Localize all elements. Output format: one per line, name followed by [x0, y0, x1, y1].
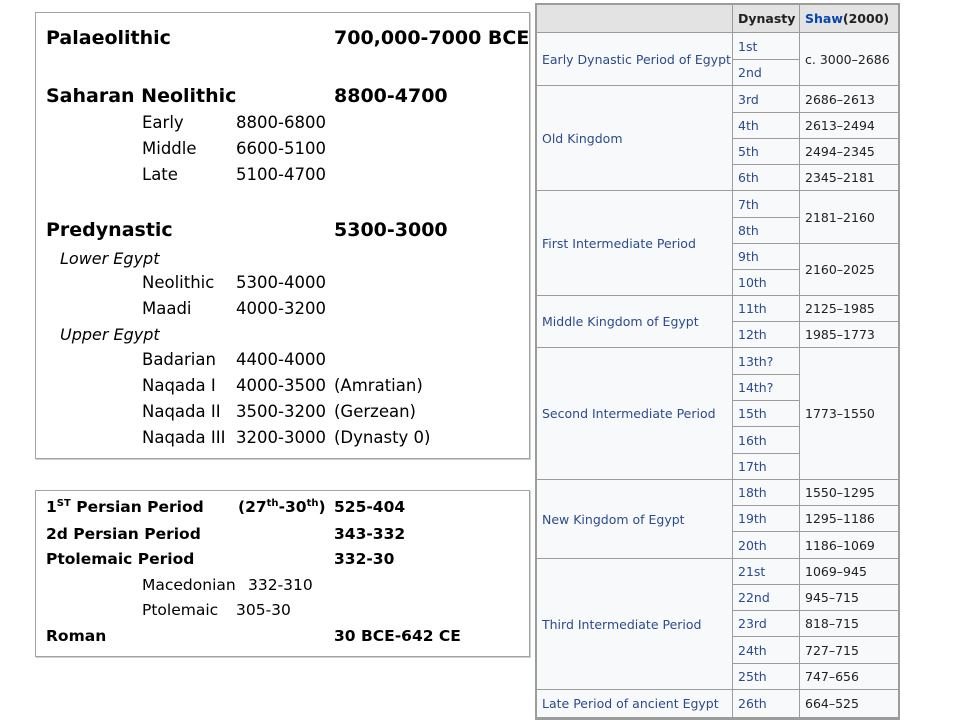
dynasty-cell[interactable]: 7th — [733, 191, 799, 217]
phase-name: Late — [142, 165, 178, 184]
era-date: 8800-4700 — [334, 85, 448, 107]
subperiod-date: 332-310 — [248, 576, 313, 594]
date-cell: 945–715 — [800, 585, 898, 610]
phase-name: Early — [142, 113, 184, 132]
phase-date: 8800-6800 — [236, 113, 326, 132]
table-header-dynasty: Dynasty — [733, 5, 799, 32]
culture-name: Neolithic — [142, 273, 215, 292]
date-cell: 2160–2025 — [800, 244, 898, 295]
date-cell: 2125–1985 — [800, 296, 898, 321]
dynasty-cell[interactable]: 20th — [733, 532, 799, 558]
dynasty-cell[interactable]: 8th — [733, 218, 799, 243]
dynasty-cell[interactable]: 18th — [733, 480, 799, 505]
subperiod-date: 305-30 — [236, 601, 291, 619]
dynasty-cell[interactable]: 15th — [733, 401, 799, 426]
period-name — [46, 498, 204, 516]
dynasty-cell[interactable]: 2nd — [733, 60, 799, 85]
dynasty-cell[interactable]: 26th — [733, 690, 799, 717]
prehistoric-chronology-box — [35, 12, 530, 459]
period-date: 525-404 — [334, 498, 406, 516]
dynasty-cell[interactable]: 23rd — [733, 611, 799, 636]
period-cell[interactable]: New Kingdom of Egypt — [537, 480, 732, 558]
period-date: 332-30 — [334, 550, 395, 568]
dyn-start: (27 — [238, 498, 267, 517]
dyn-close: ) — [318, 498, 326, 517]
dynasty-table — [535, 3, 900, 720]
period-label: Persian Period — [70, 498, 204, 517]
ordinal-number: 1 — [46, 498, 57, 517]
era-date: 700,000-7000 BCE — [334, 27, 530, 49]
date-cell: 2686–2613 — [800, 86, 898, 112]
dynasty-cell[interactable]: 19th — [733, 506, 799, 531]
dynasty-cell[interactable]: 14th? — [733, 375, 799, 400]
dynasty-cell[interactable]: 16th — [733, 427, 799, 453]
culture-name: Naqada II — [142, 402, 221, 421]
dynasty-cell[interactable]: 5th — [733, 139, 799, 164]
phase-date: 5100-4700 — [236, 165, 326, 184]
ordinal-suffix: ST — [56, 498, 71, 509]
region-label: Upper Egypt — [60, 325, 160, 344]
late-periods-box — [35, 490, 530, 657]
date-cell: 1069–945 — [800, 559, 898, 584]
period-cell[interactable]: Third Intermediate Period — [537, 559, 732, 689]
culture-note: (Dynasty 0) — [334, 428, 431, 447]
date-cell: 1550–1295 — [800, 480, 898, 505]
dynasty-cell[interactable]: 12th — [733, 322, 799, 347]
dynasty-cell[interactable]: 24th — [733, 637, 799, 663]
date-cell: 664–525 — [800, 690, 898, 717]
date-cell: 2181–2160 — [800, 191, 898, 243]
period-date: 343-332 — [334, 525, 406, 543]
dyn-suffix: th — [306, 498, 319, 509]
dynasty-cell[interactable]: 6th — [733, 165, 799, 190]
dynasty-cell[interactable]: 1st — [733, 33, 799, 59]
dynasty-cell[interactable]: 3rd — [733, 86, 799, 112]
dynasty-cell[interactable]: 17th — [733, 454, 799, 479]
region-label: Lower Egypt — [60, 249, 160, 268]
date-cell: 2494–2345 — [800, 139, 898, 164]
culture-date: 3200-3000 — [236, 428, 326, 447]
subperiod-name: Macedonian — [142, 576, 236, 594]
date-cell: 2345–2181 — [800, 165, 898, 190]
period-cell[interactable]: Second Intermediate Period — [537, 348, 732, 479]
date-cell: c. 3000–2686 — [800, 33, 898, 85]
period-name: Ptolemaic Period — [46, 550, 195, 568]
culture-name: Maadi — [142, 299, 192, 318]
culture-name: Naqada I — [142, 376, 216, 395]
dynasty-cell[interactable]: 13th? — [733, 348, 799, 374]
culture-date: 4000-3200 — [236, 299, 326, 318]
phase-date: 6600-5100 — [236, 139, 326, 158]
period-name: Roman — [46, 627, 107, 645]
culture-date: 4400-4000 — [236, 350, 326, 369]
date-cell: 727–715 — [800, 637, 898, 663]
period-dynasties — [238, 498, 326, 516]
dynasty-cell[interactable]: 22nd — [733, 585, 799, 610]
table-header-blank — [537, 5, 732, 32]
dynasty-cell[interactable]: 11th — [733, 296, 799, 321]
period-name: 2d Persian Period — [46, 525, 201, 543]
dynasty-cell[interactable]: 9th — [733, 244, 799, 269]
shaw-year: (2000) — [842, 11, 890, 26]
culture-name: Naqada III — [142, 428, 226, 447]
culture-note: (Gerzean) — [334, 402, 416, 421]
era-date: 5300-3000 — [334, 219, 448, 241]
date-cell: 1295–1186 — [800, 506, 898, 531]
date-cell: 818–715 — [800, 611, 898, 636]
culture-name: Badarian — [142, 350, 216, 369]
period-cell[interactable]: Late Period of ancient Egypt — [537, 690, 732, 717]
culture-date: 3500-3200 — [236, 402, 326, 421]
shaw-link[interactable]: Shaw — [805, 11, 843, 26]
culture-date: 4000-3500 — [236, 376, 326, 395]
period-cell[interactable]: Middle Kingdom of Egypt — [537, 296, 732, 347]
date-cell: 1186–1069 — [800, 532, 898, 558]
phase-name: Middle — [142, 139, 197, 158]
dynasty-cell[interactable]: 25th — [733, 664, 799, 689]
dyn-suffix: th — [266, 498, 279, 509]
date-cell: 2613–2494 — [800, 113, 898, 138]
dynasty-cell[interactable]: 4th — [733, 113, 799, 138]
era-name: Palaeolithic — [46, 27, 171, 49]
dynasty-cell[interactable]: 10th — [733, 270, 799, 295]
period-cell[interactable]: Early Dynastic Period of Egypt — [537, 33, 732, 85]
era-name: Predynastic — [46, 219, 173, 241]
subperiod-name: Ptolemaic — [142, 601, 219, 619]
date-cell: 747–656 — [800, 664, 898, 689]
date-cell: 1985–1773 — [800, 322, 898, 347]
table-header-shaw[interactable] — [800, 5, 898, 32]
dynasty-cell[interactable]: 21st — [733, 559, 799, 584]
date-cell: 1773–1550 — [800, 348, 898, 479]
dyn-end: -30 — [278, 498, 307, 517]
period-date: 30 BCE-642 CE — [334, 627, 461, 645]
era-name: Saharan Neolithic — [46, 85, 237, 107]
culture-date: 5300-4000 — [236, 273, 326, 292]
culture-note: (Amratian) — [334, 376, 423, 395]
period-cell[interactable]: First Intermediate Period — [537, 191, 732, 295]
period-cell[interactable]: Old Kingdom — [537, 86, 732, 190]
